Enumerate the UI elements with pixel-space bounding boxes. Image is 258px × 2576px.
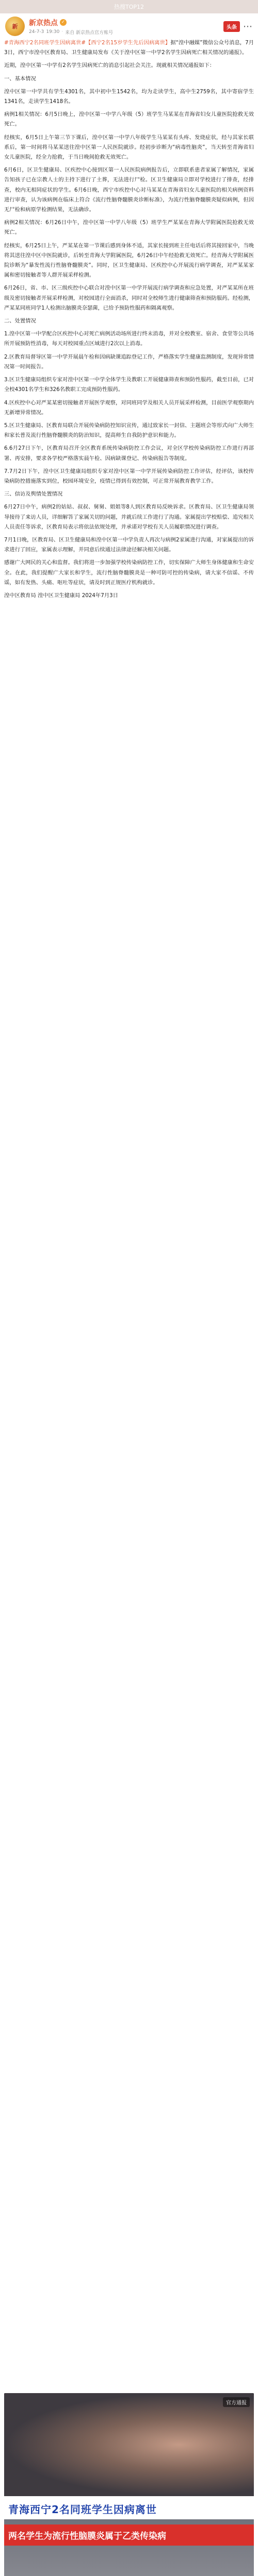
paragraph: 2.区教育局督导区第一中学开展晨午检和因病缺课追踪登记工作，严格落实学生健康监测制度，发现异常情况第一时间报告。 bbox=[4, 353, 254, 370]
header-badge: 头条 bbox=[223, 21, 240, 32]
paragraph: 5.区卫生健康局、区教育局联合开展传染病防控知识宣传，通过致家长一封信、主题班会等形式向广大师生和家长普及流行性脑脊髓膜炎的防治知识，提高师生自我防护意识和能力。 bbox=[4, 422, 254, 439]
paragraph: 感谢广大网民的关心和监督。我们将进一步加强学校传染病防控工作，切实保障广大师生身体健康和生命安全。在此，我们提醒广大家长和学生，流行性脑脊髓膜炎是一种可防可控的传染病，请大家不信谣、不传谣，如有发热、头痛、呕吐等症状，请及时到正规医疗机构就诊。 bbox=[4, 560, 254, 586]
post-meta bbox=[29, 29, 223, 36]
status-bar bbox=[0, 0, 258, 13]
paragraph: 湟中区教育局 湟中区卫生健康局 2024年7月3日 bbox=[4, 592, 118, 599]
post-time: 19:30 bbox=[46, 29, 60, 35]
avatar[interactable] bbox=[5, 16, 25, 36]
image-title-bar bbox=[4, 2496, 254, 2519]
image-badge: 官方通报 bbox=[223, 2397, 250, 2407]
paragraph: 6.6月27日下午，区教育局召开全区教育系统传染病防控工作会议，对全区学校传染病防控工作进行再部署、再安排，要求各学校严格落实晨午检、因病缺课登记、传染病报告等制度。 bbox=[4, 445, 254, 462]
paragraph: 6月6日，区卫生健康局、区疾控中心接到区第一人民医院病例报告后，立即联系患者家属了解情况，家属告知孩子已在宗教人士的主持下进行了土葬，无法进行尸检。区卫生健康局立即对学校进行了排查，经排查，校内无相同症状的学生。6月6日晚，西宁市疾控中心对马某某在青海省妇女儿童医院的相关病例资料进行审查，认为该病例在临床上符合《流行性脑脊髓膜炎诊断标准》，为流行性脑脊髓膜炎疑似病例，但因无尸检和病原学检测结果，无法确诊。 bbox=[4, 167, 254, 213]
section-heading: 二、处置情况 bbox=[4, 318, 36, 325]
paragraph: 6月26日，省、市、区三级疾控中心联合对湟中区第一中学开展流行病学调查和应急处置，对严某某所在班级及密切接触者开展采样检测，对校园进行全面消杀，同时对全校师生进行健康筛查和预防服药。经检测，严某某同班同学1人检测出脑膜炎奈瑟菌，已给予预防性服药和隔离观察。 bbox=[4, 285, 254, 311]
hashtag-link[interactable]: 【西宁2名15岁学生先后因病离世】 bbox=[86, 40, 171, 46]
paragraph: 1.湟中区第一中学配合区疾控中心对死亡病例活动场所进行终末消毒，并对全校教室、宿舍、食堂等公共场所开展预防性消毒，每天对校园重点区域进行2次以上消毒。 bbox=[4, 331, 254, 347]
more-options-icon[interactable]: ⋯ bbox=[243, 21, 253, 32]
post-header bbox=[0, 13, 258, 38]
author-name[interactable]: 新京热点 bbox=[29, 19, 58, 27]
paragraph: 7月1日晚，区教育局、区卫生健康局和湟中区第一中学负责人再次与病例2家属进行沟通，对家属提出的诉求进行了回应，家属表示理解，并同意后续通过法律途径解决相关问题。 bbox=[4, 536, 254, 553]
avatar-text: 新 bbox=[12, 23, 18, 30]
post-source: 来自 新京热点官方账号 bbox=[65, 30, 114, 36]
image-title: 青海西宁2名同班学生因病离世 bbox=[8, 2503, 157, 2516]
status-bar-title: 热搜TOP12 bbox=[114, 4, 144, 10]
post-intro bbox=[4, 38, 254, 58]
news-image[interactable] bbox=[4, 2393, 254, 2576]
verified-icon: ✓ bbox=[60, 19, 67, 26]
post-date: 24-7-3 bbox=[29, 29, 44, 35]
intro-text: 据“湟中融媒”微信公众号消息，7月3日，西宁市湟中区教育局、卫生健康局发布《关于湟中区第一中学2名学生因病死亡相关情况的通报》。 bbox=[4, 40, 254, 56]
paragraph: 病例2相关情况：6月26日中午，湟中区第一中学八年级（5）班学生严某某在青海大学附属医院抢救无效死亡。 bbox=[4, 219, 254, 236]
hashtag-link[interactable]: #青海西宁2名同班学生因病离世# bbox=[4, 40, 86, 46]
paragraph: 病例1相关情况：6月5日晚上，湟中区第一中学八年级（5）班学生马某某在青海省妇女儿童医院抢救无效死亡。 bbox=[4, 111, 254, 128]
section-heading: 三、信访及舆情处置情况 bbox=[4, 491, 63, 498]
paragraph: 湟中区第一中学共有学生4301名，其中初中生1542名，均为走读学生，高中生2759名，其中寄宿学生1341名，走读学生1418名。 bbox=[4, 88, 254, 105]
image-subtitle: 两名学生为流行性脑膜炎属于乙类传染病 bbox=[8, 2531, 166, 2541]
author-block bbox=[29, 18, 223, 36]
paragraph: 7.7月2日下午，湟中区卫生健康局组织专家对湟中区第一中学开展传染病防控工作评估，经评估，该校传染病防控措施落实到位，校园环境安全，疫情已得到有效控制，可正常开展教育教学工作。 bbox=[4, 468, 254, 484]
author-row bbox=[29, 18, 223, 28]
paragraph: 4.区疾控中心对严某某密切接触者开展医学观察，对同班同学及相关人员开展采样检测，目前医学观察期内无新增异常情况。 bbox=[4, 399, 254, 416]
paragraph: 3.区卫生健康局组织专家对湟中区第一中学全体学生及教职工开展健康筛查和预防性服药，截至目前，已对全校4301名学生和326名教职工完成预防性服药。 bbox=[4, 377, 254, 393]
meta-separator: · bbox=[61, 29, 63, 35]
paragraph: 6月27日中午，病例2的姑姑、叔叔、舅舅、姐姐等8人到区教育局反映诉求。区教育局、区卫生健康局领导接待了来访人员，详细解答了家属关切的问题，并就后续工作进行了沟通。家属提出学校赔偿、追究相关人员责任等诉求，区教育局表示将依法依规处理，并承诺对学校有关人员履职情况进行调查。 bbox=[4, 504, 254, 530]
paragraph: 经核实，6月25日上午，严某某在第一节课后感到身体不适，其家长接到班主任电话后将其接回家中，当晚将其送往湟中区中医院就诊，后转至青海大学附属医院，6月26日中午经抢救无效死亡。经青海大学附属医院诊断为“暴发性流行性脑脊髓膜炎”。同时，区卫生健康局、区疾控中心开展流行病学调查，对严某某家属和密切接触者等人群开展采样检测。 bbox=[4, 242, 254, 279]
news-photo bbox=[4, 2393, 254, 2496]
paragraph: 经核实，6月5日上午第三节下课后，湟中区第一中学八年级学生马某某有头疼、发烧症状，经与其家长联系后，第一时间将马某某送往湟中区第一人民医院就诊。经初步诊断为“病毒性脑炎”，当天转至青海省妇女儿童医院，经全力抢救，于当日晚间抢救无效死亡。 bbox=[4, 134, 254, 161]
section-heading: 一、基本情况 bbox=[4, 75, 36, 82]
post-content bbox=[0, 38, 258, 601]
image-subtitle-bar bbox=[4, 2524, 254, 2546]
paragraph: 近期，湟中区第一中学有2名学生因病死亡的消息引起社会关注。现就相关情况通报如下： bbox=[4, 62, 215, 69]
